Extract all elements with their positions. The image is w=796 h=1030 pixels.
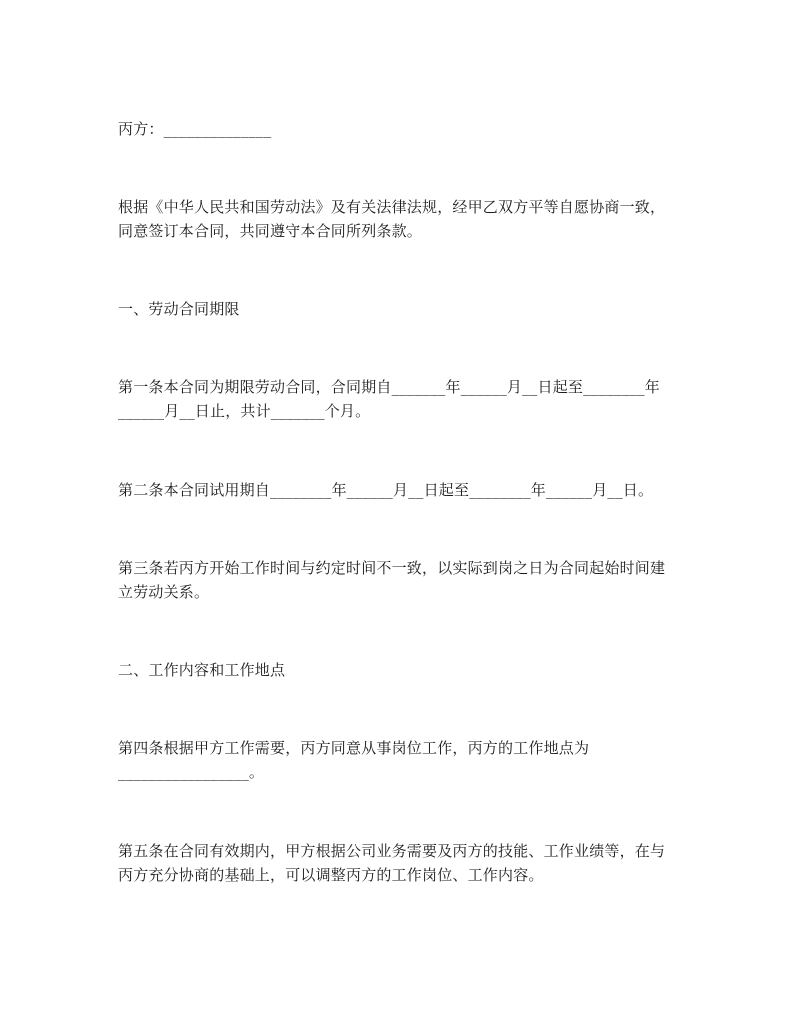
article-5-line-1: 第五条在合同有效期内，甲方根据公司业务需要及丙方的技能、工作业绩等，在与 [118, 842, 666, 860]
section-1-heading: 一、劳动合同期限 [118, 300, 240, 318]
intro-line-1: 根据《中华人民共和国劳动法》及有关法律法规，经甲乙双方平等自愿协商一致， [118, 198, 666, 216]
article-1-line-1: 第一条本合同为期限劳动合同，合同期自_______年______月__日起至________年 [118, 378, 660, 396]
article-2-line-1: 第二条本合同试用期自________年______月__日起至________年______月__日。 [118, 481, 654, 499]
intro-line-2: 同意签订本合同，共同遵守本合同所列条款。 [118, 222, 423, 240]
article-5-line-2: 丙方充分协商的基础上，可以调整丙方的工作岗位、工作内容。 [118, 866, 544, 884]
article-1-line-2: ______月__日止，共计_______个月。 [118, 402, 371, 420]
article-4-line-2: _________________。 [118, 763, 265, 781]
section-2-heading: 二、工作内容和工作地点 [118, 661, 286, 679]
party-c-line: 丙方：______________ [118, 120, 272, 138]
article-4-line-1: 第四条根据甲方工作需要，丙方同意从事岗位工作，丙方的工作地点为 [118, 739, 590, 757]
article-3-line-1: 第三条若丙方开始工作时间与约定时间不一致，以实际到岗之日为合同起始时间建 [118, 559, 666, 577]
article-3-line-2: 立劳动关系。 [118, 583, 210, 601]
